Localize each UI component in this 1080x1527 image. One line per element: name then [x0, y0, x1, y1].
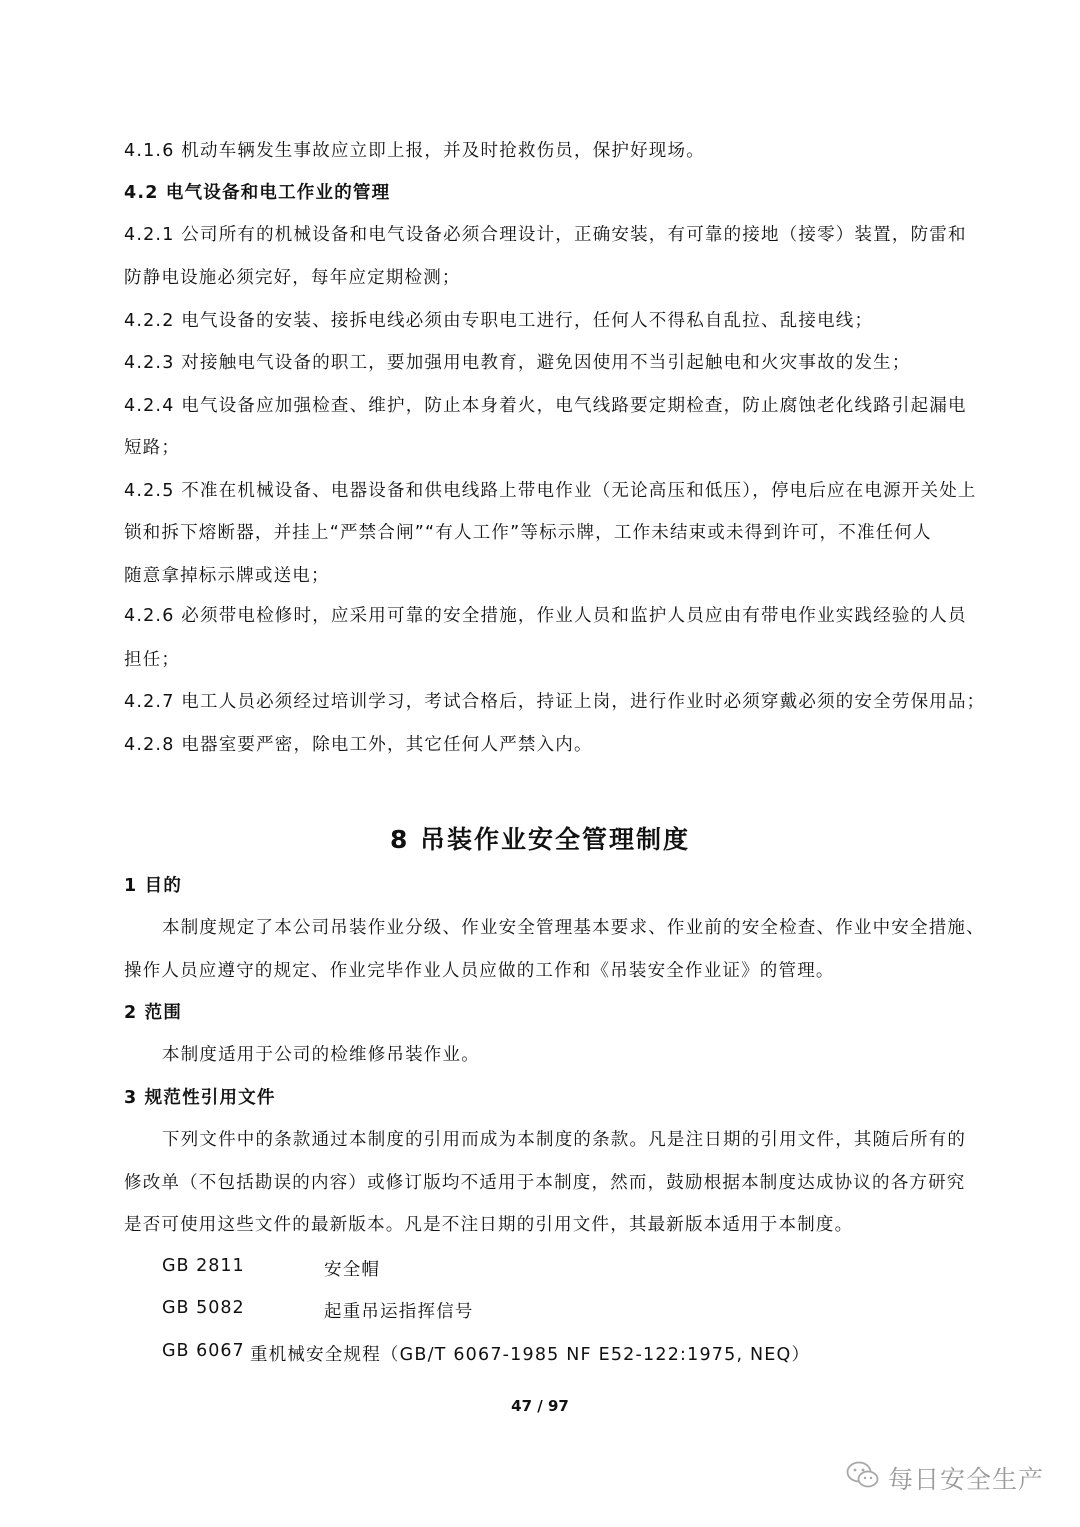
- clause-4-2-7: 4.2.7 电工人员必须经过培训学习，考试合格后，持证上岗，进行作业时必须穿戴必须的安全劳保用品；: [124, 692, 986, 712]
- ref-code: GB 5082: [162, 1298, 245, 1318]
- wechat-icon: [846, 1461, 888, 1495]
- clause-4-2-8: 4.2.8 电器室要严密，除电工外，其它任何人严禁入内。: [124, 735, 593, 755]
- clause-4-2-5-line2: 锁和拆下熔断器，并挂上“严禁合闸”“有人工作”等标示牌，工作未结束或未得到许可，不准任何人: [124, 523, 932, 543]
- references-line2: 修改单（不包括勘误的内容）或修订版均不适用于本制度，然而，鼓励根据本制度达成协议的各方研究: [124, 1173, 966, 1193]
- heading-scope: 2 范围: [124, 1003, 183, 1023]
- references-line3: 是否可使用这些文件的最新版本。凡是不注日期的引用文件，其最新版本适用于本制度。: [124, 1215, 854, 1235]
- watermark-text: 每日安全生产: [887, 1465, 1044, 1494]
- clause-4-2-6-line1: 4.2.6 必须带电检修时，应采用可靠的安全措施，作业人员和监护人员应由有带电作业实践经验的人员: [124, 606, 967, 626]
- purpose-line1: 本制度规定了本公司吊装作业分级、作业安全管理基本要求、作业前的安全检查、作业中安全措施、: [162, 918, 985, 938]
- heading-normative-references: 3 规范性引用文件: [124, 1088, 276, 1108]
- clause-4-2-5-line1: 4.2.5 不准在机械设备、电器设备和供电线路上带电作业（无论高压和低压），停电后应在电源开关处上: [124, 481, 977, 501]
- watermark: [846, 1460, 1044, 1496]
- clause-4-2-2: 4.2.2 电气设备的安装、接拆电线必须由专职电工进行，任何人不得私自乱拉、乱接电线；: [124, 311, 874, 331]
- ref-code: GB 2811: [162, 1256, 245, 1276]
- clause-4-2-3: 4.2.3 对接触电气设备的职工，要加强用电教育，避免因使用不当引起触电和火灾事故的发生；: [124, 353, 911, 373]
- ref-name: 安全帽: [324, 1260, 381, 1280]
- clause-4-2-1-line1: 4.2.1 公司所有的机械设备和电气设备必须合理设计，正确安装，有可靠的接地（接零）装置，防雷和: [124, 225, 967, 245]
- scope-text: 本制度适用于公司的检维修吊装作业。: [162, 1045, 480, 1065]
- page-number: 47 / 97: [511, 1397, 569, 1415]
- clause-4-2-4-line1: 4.2.4 电气设备应加强检查、维护，防止本身着火，电气线路要定期检查，防止腐蚀老化线路引起漏电: [124, 396, 967, 416]
- clause-4-2-6-line2: 担任；: [124, 650, 181, 670]
- heading-4-2: 4.2 电气设备和电工作业的管理: [124, 183, 391, 203]
- clause-4-2-4-line2: 短路；: [124, 438, 181, 458]
- ref-code: GB 6067: [162, 1341, 245, 1361]
- clause-4-2-1-line2: 防静电设施必须完好，每年应定期检测；: [124, 268, 461, 288]
- references-line1: 下列文件中的条款通过本制度的引用而成为本制度的条款。凡是注日期的引用文件，其随后所有的: [162, 1130, 967, 1150]
- ref-name: 起重吊运指挥信号: [324, 1302, 474, 1322]
- clause-4-2-5-line3: 随意拿掉标示牌或送电；: [124, 566, 330, 586]
- ref-name: 重机械安全规程（GB/T 6067-1985 NF E52-122:1975, NEQ）: [250, 1345, 811, 1365]
- clause-4-1-6: 4.1.6 机动车辆发生事故应立即上报，并及时抢救伤员，保护好现场。: [124, 141, 705, 161]
- chapter-title: 8 吊装作业安全管理制度: [389, 825, 691, 854]
- heading-purpose: 1 目的: [124, 876, 183, 896]
- purpose-line2: 操作人员应遵守的规定、作业完毕作业人员应做的工作和《吊装安全作业证》的管理。: [124, 961, 835, 981]
